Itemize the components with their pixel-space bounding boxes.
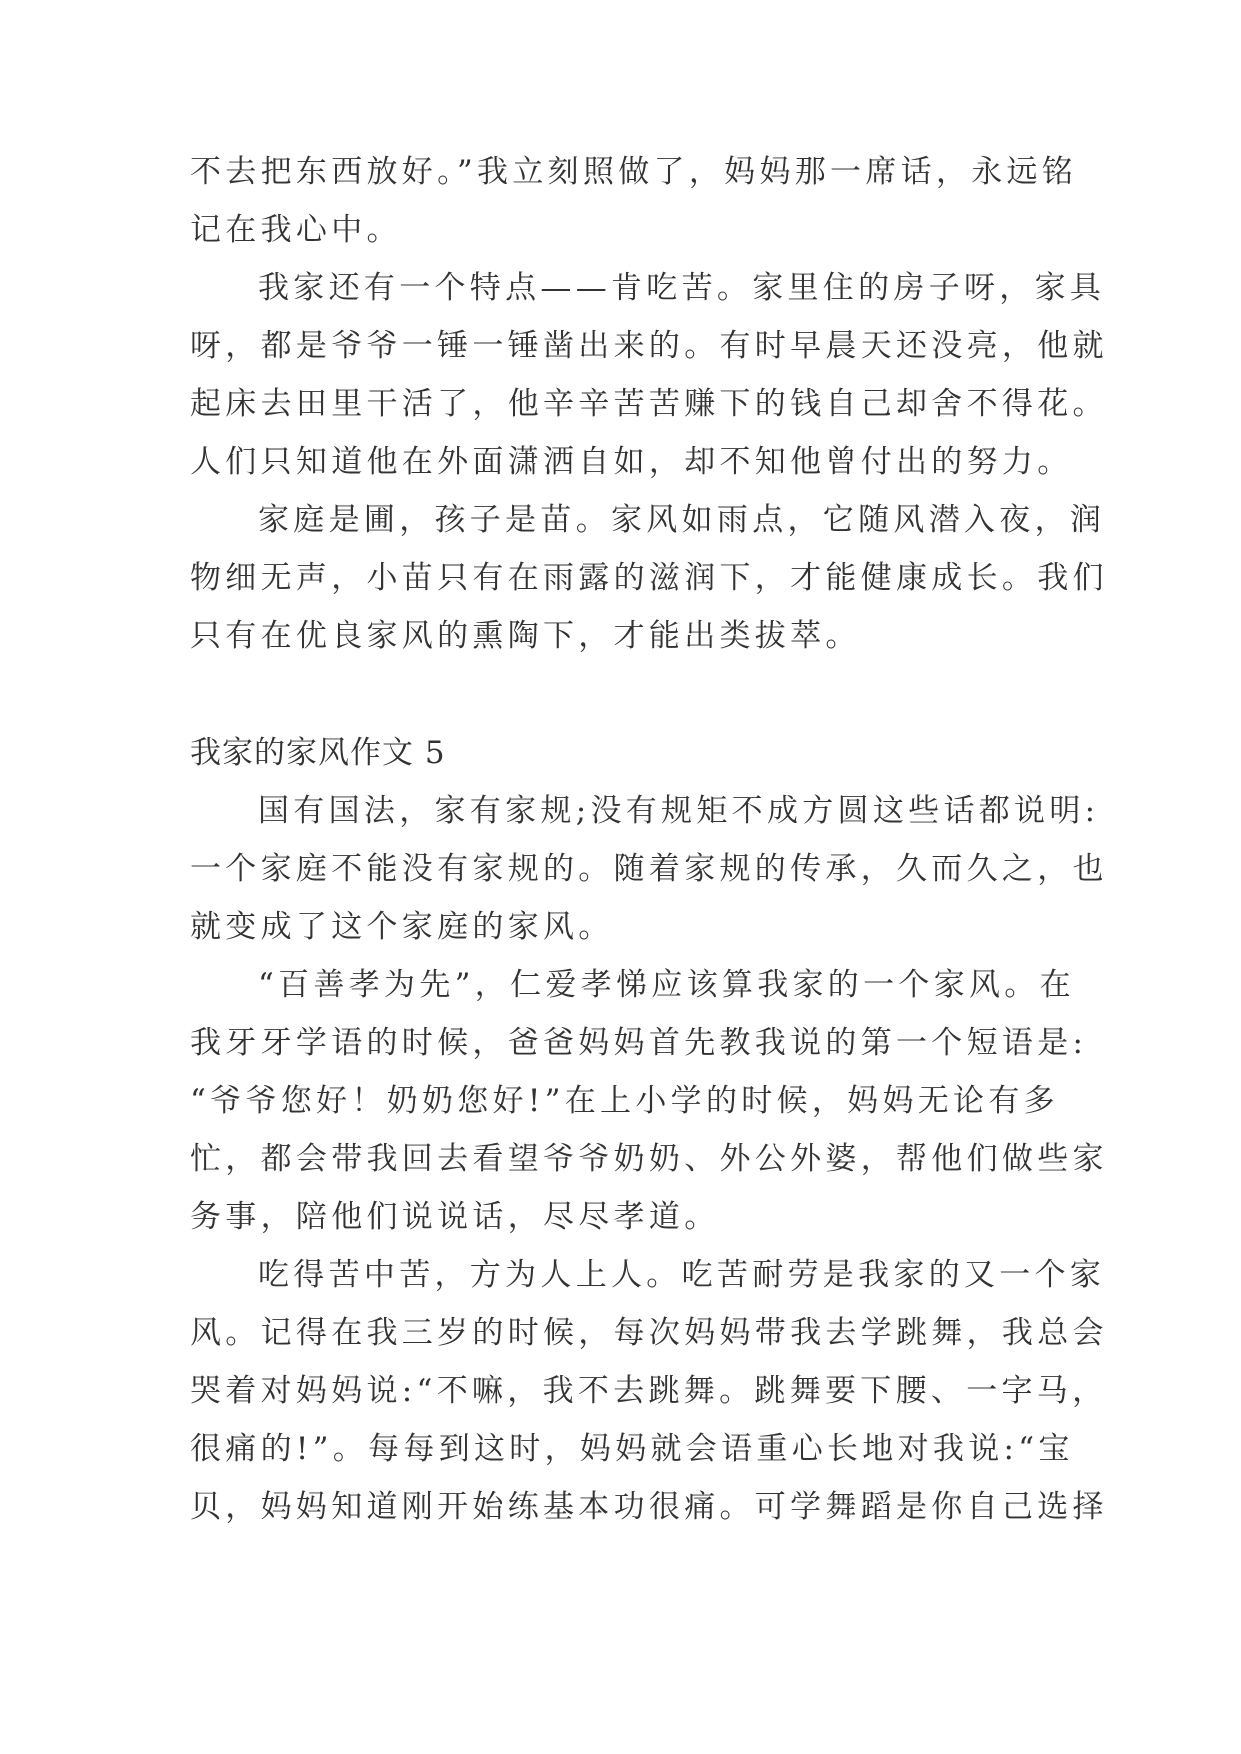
- text-line: “爷爷您好！奶奶您好!”在上小学的时候，妈妈无论有多: [190, 1083, 1059, 1119]
- text-line: 起床去田里干活了，他辛辛苦苦赚下的钱自己却舍不得花。: [190, 386, 1108, 422]
- paragraph-start-line: 我家还有一个特点——肯吃苦。家里住的房子呀，家具: [258, 270, 1106, 306]
- paragraph-start-line: 家庭是圃，孩子是苗。家风如雨点，它随风潜入夜，润: [258, 502, 1106, 538]
- paragraph-start-line: 国有国法，家有家规;没有规矩不成方圆这些话都说明:: [258, 793, 1100, 829]
- text-line: 哭着对妈妈说:“不嘛，我不去跳舞。跳舞要下腰、一字马，: [190, 1373, 1108, 1409]
- section-heading: 我家的家风作文 5: [190, 735, 446, 771]
- text-line: 风。记得在我三岁的时候，每次妈妈带我去学跳舞，我总会: [190, 1315, 1108, 1351]
- text-line: 就变成了这个家庭的家风。: [190, 909, 614, 945]
- text-line: 人们只知道他在外面潇洒自如，却不知他曾付出的努力。: [190, 444, 1073, 480]
- paragraph-start-line: “百善孝为先”，仁爱孝悌应该算我家的一个家风。在: [258, 967, 1075, 1003]
- text-line: 我牙牙学语的时候，爸爸妈妈首先教我说的第一个短语是:: [190, 1025, 1088, 1061]
- text-line: 贝，妈妈知道刚开始练基本功很痛。可学舞蹈是你自己选择: [190, 1489, 1108, 1525]
- text-line: 呀，都是爷爷一锤一锤凿出来的。有时早晨天还没亮，他就: [190, 328, 1108, 364]
- text-line: 很痛的!”。每每到这时，妈妈就会语重心长地对我说:“宝: [190, 1431, 1074, 1467]
- text-line: 一个家庭不能没有家规的。随着家规的传承，久而久之，也: [190, 851, 1108, 887]
- text-line: 记在我心中。: [190, 212, 402, 248]
- text-line: 忙，都会带我回去看望爷爷奶奶、外公外婆，帮他们做些家: [190, 1141, 1108, 1177]
- text-line: 不去把东西放好。”我立刻照做了，妈妈那一席话，永远铭: [190, 154, 1078, 190]
- text-line: 只有在优良家风的熏陶下，才能出类拔萃。: [190, 618, 861, 654]
- paragraph-start-line: 吃得苦中苦，方为人上人。吃苦耐劳是我家的又一个家: [258, 1257, 1106, 1293]
- text-line: 务事，陪他们说说话，尽尽孝道。: [190, 1199, 720, 1235]
- text-line: 物细无声，小苗只有在雨露的滋润下，才能健康成长。我们: [190, 560, 1108, 596]
